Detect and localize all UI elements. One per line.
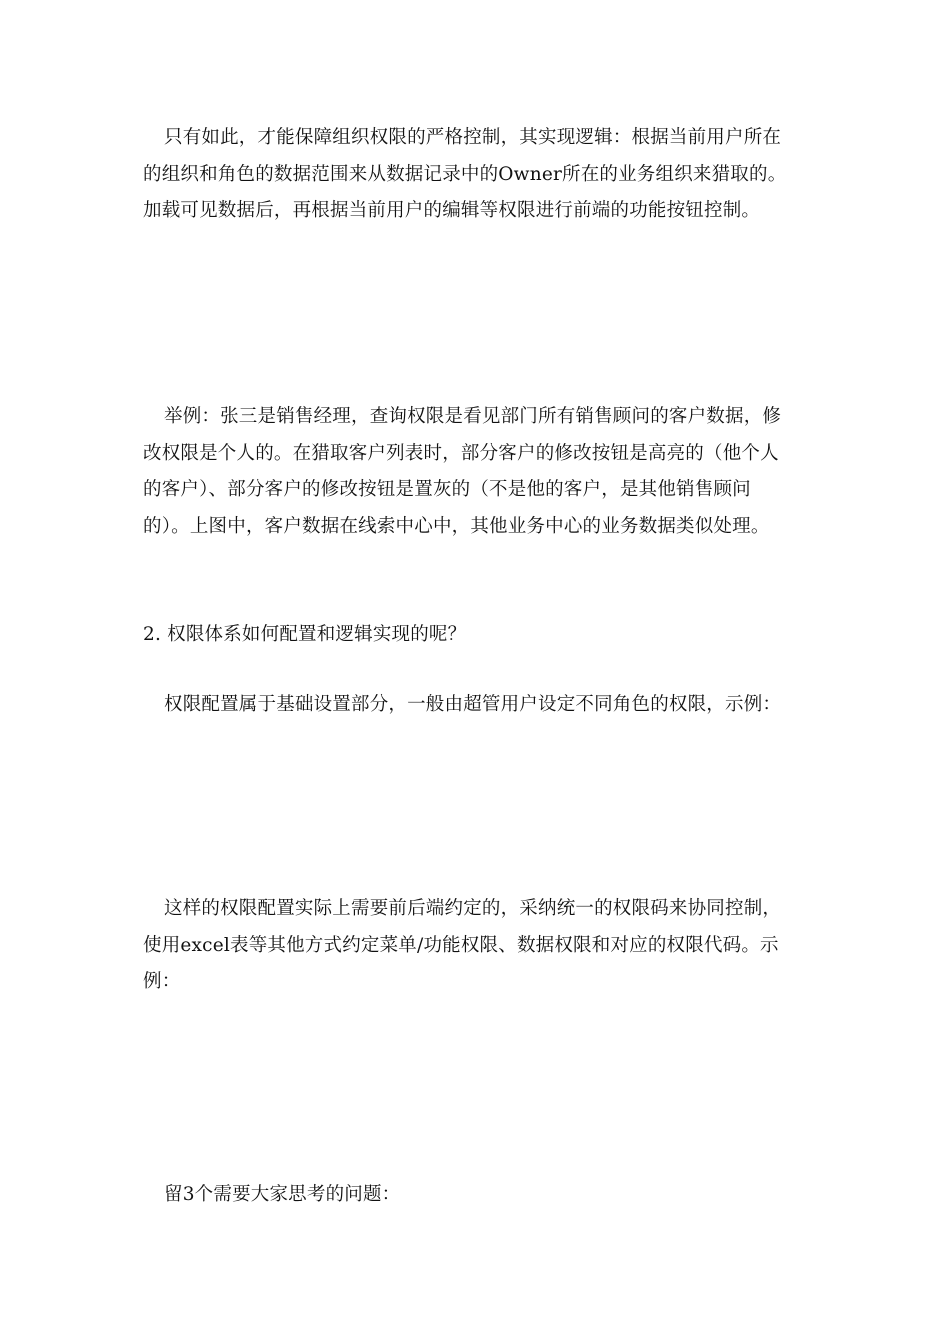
text-line: 这样的权限配置实际上需要前后端约定的，采纳统一的权限码来协同控制， xyxy=(164,898,782,919)
text-line: 的）。上图中，客户数据在线索中心中，其他业务中心的业务数据类似处理。 xyxy=(143,515,770,537)
text-line: 改权限是个人的。在猎取客户列表时，部分客户的修改按钮是高亮的（他个人 xyxy=(143,442,779,464)
paragraph-questions xyxy=(143,1177,813,1214)
text-line: 举例：张三是销售经理，查询权限是看见部门所有销售顾问的客户数据，修 xyxy=(164,406,782,427)
paragraph-example xyxy=(143,399,813,545)
paragraph-permission-logic xyxy=(143,120,813,230)
text-line: 只有如此，才能保障组织权限的严格控制，其实现逻辑：根据当前用户所在 xyxy=(164,127,782,148)
section-heading xyxy=(143,617,813,654)
text-line: 留3个需要大家思考的问题： xyxy=(164,1184,401,1205)
paragraph-permission-codes xyxy=(143,891,813,1001)
text-line: 加载可见数据后，再根据当前用户的编辑等权限进行前端的功能按钮控制。 xyxy=(143,200,761,221)
text-line: 2. 权限体系如何配置和逻辑实现的呢？ xyxy=(143,624,467,645)
text-line: 例： xyxy=(143,971,181,992)
text-line: 权限配置属于基础设置部分，一般由超管用户设定不同角色的权限，示例： xyxy=(164,694,782,715)
text-line: 的客户）、部分客户的修改按钮是置灰的（不是他的客户，是其他销售顾问 xyxy=(143,479,751,500)
text-line: 使用excel表等其他方式约定菜单/功能权限、数据权限和对应的权限代码。示 xyxy=(143,934,779,956)
text-line: 的组织和角色的数据范围来从数据记录中的Owner所在的业务组织来猎取的。 xyxy=(143,163,787,185)
paragraph-config-intro xyxy=(143,687,813,724)
